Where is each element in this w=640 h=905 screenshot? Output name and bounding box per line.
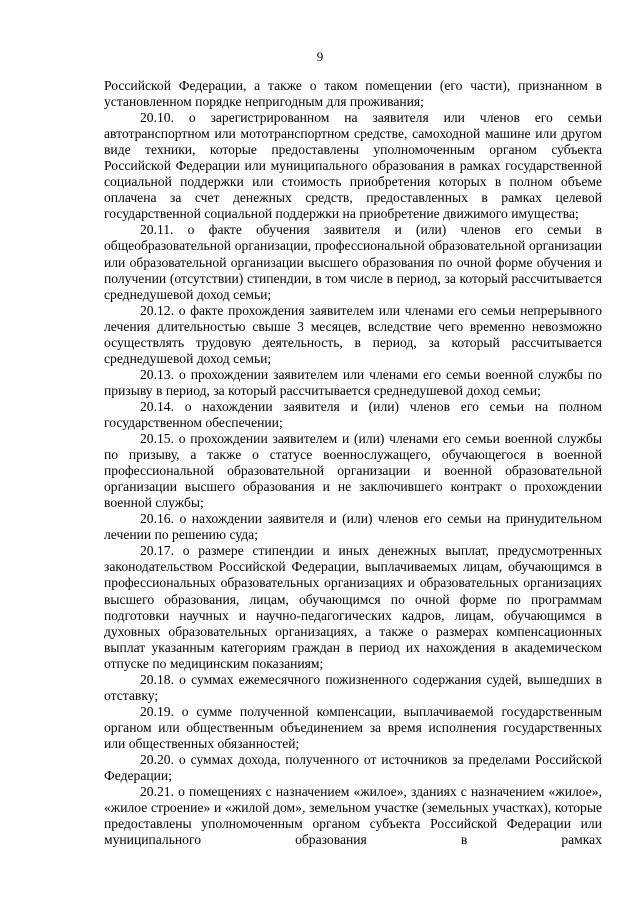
paragraph-20-12: 20.12. о факте прохождения заявителем или членами его семьи непрерывного лечения длительностью свыше 3 месяцев, вследствие чего временно невозможно осуществлять трудовую деятельность, в период, за который рассчитывается среднедушевой доход семьи; <box>104 302 602 366</box>
paragraph-20-20: 20.20. о суммах дохода, полученного от источников за пределами Российской Федерации; <box>104 751 602 784</box>
paragraph-20-21: 20.21. о помещениях с назначением «жилое», зданиях с назначением «жилое», «жилое строение» и «жилой дом», земельном участке (земельных участках), которые предоставлены уполномоченным органом субъекта Российской Федерации или муниципального образования в рамках <box>104 784 602 848</box>
document-body <box>104 78 602 848</box>
paragraph-20-10: 20.10. о зарегистрированном на заявителя или членов его семьи автотранспортном или мототранспортном средстве, самоходной машине или другом виде техники, которые предоставлены уполномоченным органом субъекта Российской Федерации или муниципального образования в рамках государственной социальной поддержки или стоимость приобретения которых в полном объеме оплачена за счет денежных средств, предоставленных в рамках целевой государственной социальной поддержки на приобретение движимого имущества; <box>104 110 602 222</box>
paragraph-20-11: 20.11. о факте обучения заявителя и (или) членов его семьи в общеобразовательной организации, профессиональной образовательной организации или образовательной организации высшего образования по очной форме обучения и получении (отсутствии) стипендии, в том числе в период, за который рассчитывается среднедушевой доход семьи; <box>104 222 602 302</box>
paragraph-20-13: 20.13. о прохождении заявителем или членами его семьи военной службы по призыву в период, за который рассчитывается среднедушевой доход семьи; <box>104 366 602 398</box>
paragraph-continuation: Российской Федерации, а также о таком помещении (его части), признанном в установленном порядке непригодным для проживания; <box>104 78 602 110</box>
paragraph-20-19: 20.19. о сумме полученной компенсации, выплачиваемой государственным органом или общественным объединением за время исполнения государственных или общественных обязанностей; <box>104 703 602 751</box>
paragraph-20-16: 20.16. о нахождении заявителя и (или) членов его семьи на принудительном лечении по решению суда; <box>104 511 602 543</box>
paragraph-20-15: 20.15. о прохождении заявителем и (или) членами его семьи военной службы по призыву, а также о статусе военнослужащего, обучающегося в военной профессиональной образовательной организации и военной образовательной организации высшего образования и не заключившего контракт о прохождении военной службы; <box>104 431 602 511</box>
paragraph-20-18: 20.18. о суммах ежемесячного пожизненного содержания судей, вышедших в отставку; <box>104 671 602 703</box>
page-number: 9 <box>316 49 324 64</box>
paragraph-20-17: 20.17. о размере стипендии и иных денежных выплат, предусмотренных законодательством Российской Федерации, выплачиваемых лицам, обучающимся в профессиональных образовательных организациях и образовательных организациях высшего образования, лицам, обучающимся по очной форме по программам подготовки научных и научно-педагогических кадров, лицам, обучающимся в духовных образовательных организациях, а также о размерах компенсационных выплат указанным категориям граждан в период их нахождения в академическом отпуске по медицинским показаниям; <box>104 543 602 671</box>
paragraph-20-14: 20.14. о нахождении заявителя и (или) членов его семьи на полном государственном обеспечении; <box>104 398 602 430</box>
